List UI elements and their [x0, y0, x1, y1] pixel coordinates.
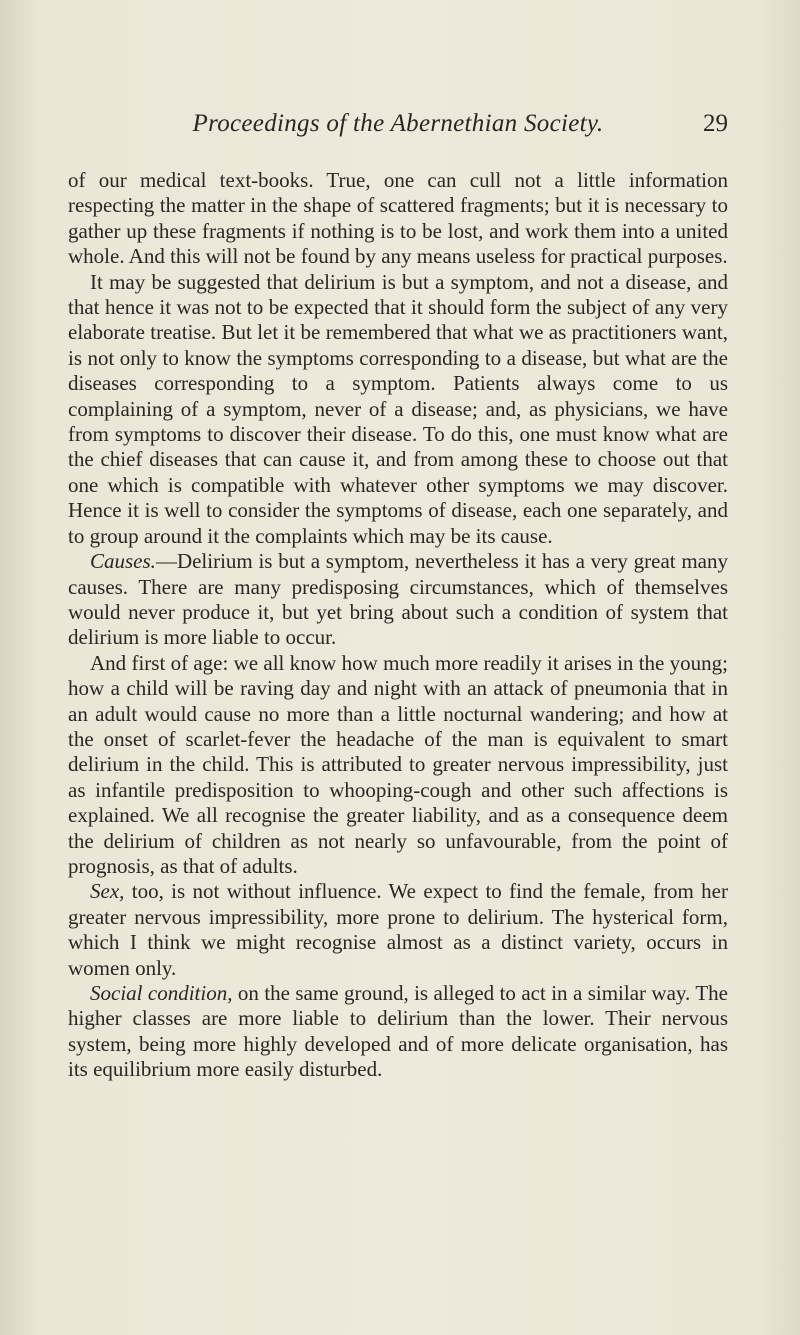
paragraph-text: on the same ground, is alleged to act in a similar way. The higher classes are more liable to delirium than the lower. Their nervous system, being more highly developed and of more delicate organisation, has its equilibrium more easily disturbed.: [68, 981, 728, 1082]
section-lead-social-condition: Social condition,: [90, 981, 233, 1005]
paragraph-text: And first of age: we all know how much more readily it arises in the young; how a child will be raving day and night with an attack of pneumonia that in an adult would cause no more than a little nocturnal wandering; and how at the onset of scarlet-fever the headache of the man is equivalent to smart delirium in the child. This is attributed to greater nervous impressibility, just as infantile predisposition to whooping-cough and other such affections is explained. We all recognise the greater liability, and as a consequence deem the delirium of children as not nearly so unfavourable, from the point of prognosis, as that of adults.: [68, 650, 728, 878]
paragraph-text: of our medical text-books. True, one can cull not a little information respecting the matter in the shape of scattered fragments; but it is necessary to gather up these fragments if nothing is to be lost, and work them into a united whole. And this will not be found by any means useless for practical purposes.: [68, 168, 728, 269]
section-lead-sex: Sex,: [90, 879, 125, 904]
paragraph-1: [68, 168, 728, 270]
paragraph-sex: [68, 879, 728, 981]
paragraph-text: It may be suggested that delirium is but a symptom, and not a disease, and that hence it was not to be expected that it should form the subject of any very elaborate treatise. But let it be remembered that what we as practitioners want, is not only to know the symptoms corresponding to a disease, but what are the diseases corresponding to a symptom. Patients always come to us complaining of a symptom, never of a disease; and, as physicians, we have from symptoms to discover their disease. To do this, one must know what are the chief diseases that can cause it, and from among these to choose out that one which is compatible with whatever other symptoms we may discover. Hence it is well to consider the symptoms of disease, each one separately, and to group around it the complaints which may be its cause.: [68, 269, 728, 548]
section-lead-causes: Causes.: [90, 549, 156, 574]
paragraph-causes: [68, 549, 728, 651]
paragraph-text: —Delirium is but a symptom, nevertheless it has a very great many causes. There are many predisposing circumstances, which of themselves would never produce it, but yet bring about such a condition of system that delirium is more liable to occur.: [68, 549, 728, 650]
running-title: Proceedings of the Abernethian Society.: [192, 110, 604, 137]
paragraph-2: [68, 270, 728, 549]
page-number: 29: [703, 110, 728, 137]
paragraph-age: [68, 651, 728, 880]
running-header: [68, 110, 728, 150]
body-text: [68, 168, 728, 1083]
paragraph-text: too, is not without influence. We expect to find the female, from her greater nervous impressibility, more prone to delirium. The hysterical form, which I think we might recognise almost as a distinct variety, occurs in women only.: [68, 879, 728, 980]
paragraph-social-condition: [68, 981, 728, 1083]
